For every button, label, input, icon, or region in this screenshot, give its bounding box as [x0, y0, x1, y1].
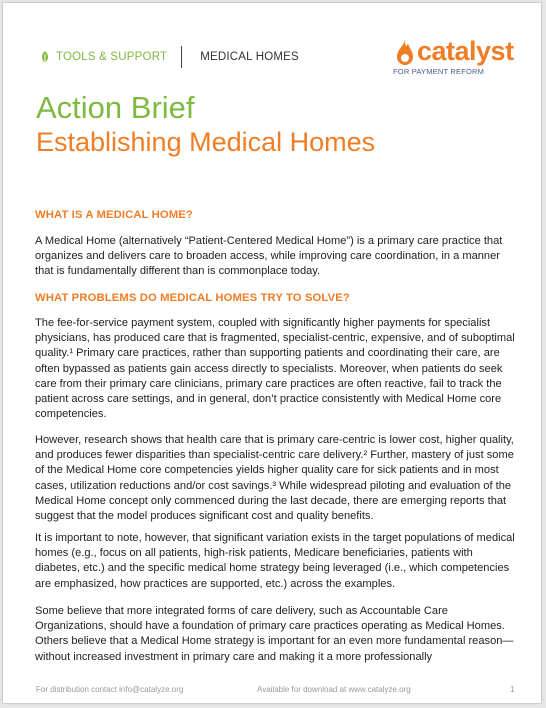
breadcrumb-topic[interactable]: MEDICAL HOMES	[200, 51, 299, 63]
leaf-icon	[40, 51, 50, 63]
paragraph: The fee-for-service payment system, coupled with significantly higher payments for specialist physicians, has produced care that is fragmented, specialist-centric, expensive, and of suboptimal quality.¹ Primary care practices, rather than supporting patients and coordinating their care, are often bypassed as patients gain access directly to specialists. Moreover, when patients do seek care from their primary care clinicians, primary care practices are often reactive, fail to track the patient across care settings, and in general, don’t practice consistently with Medical Home core competencies.	[35, 317, 515, 421]
page-number: 1	[510, 685, 515, 694]
footer-download: Available for download at www.catalyze.org	[257, 685, 411, 694]
page-title: Action Brief	[36, 90, 195, 125]
paragraph: Some believe that more integrated forms of care delivery, such as Accountable Care Organizations, should have a foundation of primary care practices operating as Medical Homes. Others believe that a Medical Home strategy is important for an even more fundamental reason— without increased investment in primary care and making it a more professionally	[35, 605, 514, 663]
breadcrumb-section[interactable]: TOOLS & SUPPORT	[56, 51, 168, 63]
breadcrumb-divider	[181, 46, 182, 68]
section-heading-problems: WHAT PROBLEMS DO MEDICAL HOMES TRY TO SOLVE?	[35, 292, 350, 304]
logo-tagline: FOR PAYMENT REFORM	[393, 67, 485, 76]
paragraph: A Medical Home (alternatively “Patient-Centered Medical Home”) is a primary care practice that organizes and delivers care to broaden access, while improving care coordination, in a manner that is fundamentally different than is commonplace today.	[35, 235, 503, 278]
document-page	[3, 3, 541, 703]
flame-drop-icon	[395, 39, 415, 67]
paragraph: It is important to note, however, that significant variation exists in the target populations of medical homes (e.g., focus on all patients, high-risk patients, Medicare beneficiaries, patients with diabetes, etc.) and the specific medical home strategy being leveraged (i.e., which competencies are emphasized, how practices are supported, etc.) across the examples.	[35, 532, 515, 590]
catalyst-logo	[393, 36, 533, 81]
breadcrumb	[40, 47, 299, 67]
section-heading-what-is: WHAT IS A MEDICAL HOME?	[35, 209, 193, 221]
page-subtitle: Establishing Medical Homes	[36, 127, 376, 157]
logo-wordmark: catalyst	[417, 36, 514, 66]
paragraph: However, research shows that health care that is primary care-centric is lower cost, higher quality, and produces fewer disparities than specialist-centric care delivery.² Further, mastery of just some of the Medical Home core competencies yields higher quality care for sick patients and in most cases, utilization reductions and/or cost savings.³ While widespread piloting and evaluation of the Medical Home concept only commenced during the last decade, there are emerging reports that suggest that the model produces significant cost and quality benefits.	[35, 434, 514, 523]
footer-contact: For distribution contact info@catalyze.org	[36, 685, 184, 694]
